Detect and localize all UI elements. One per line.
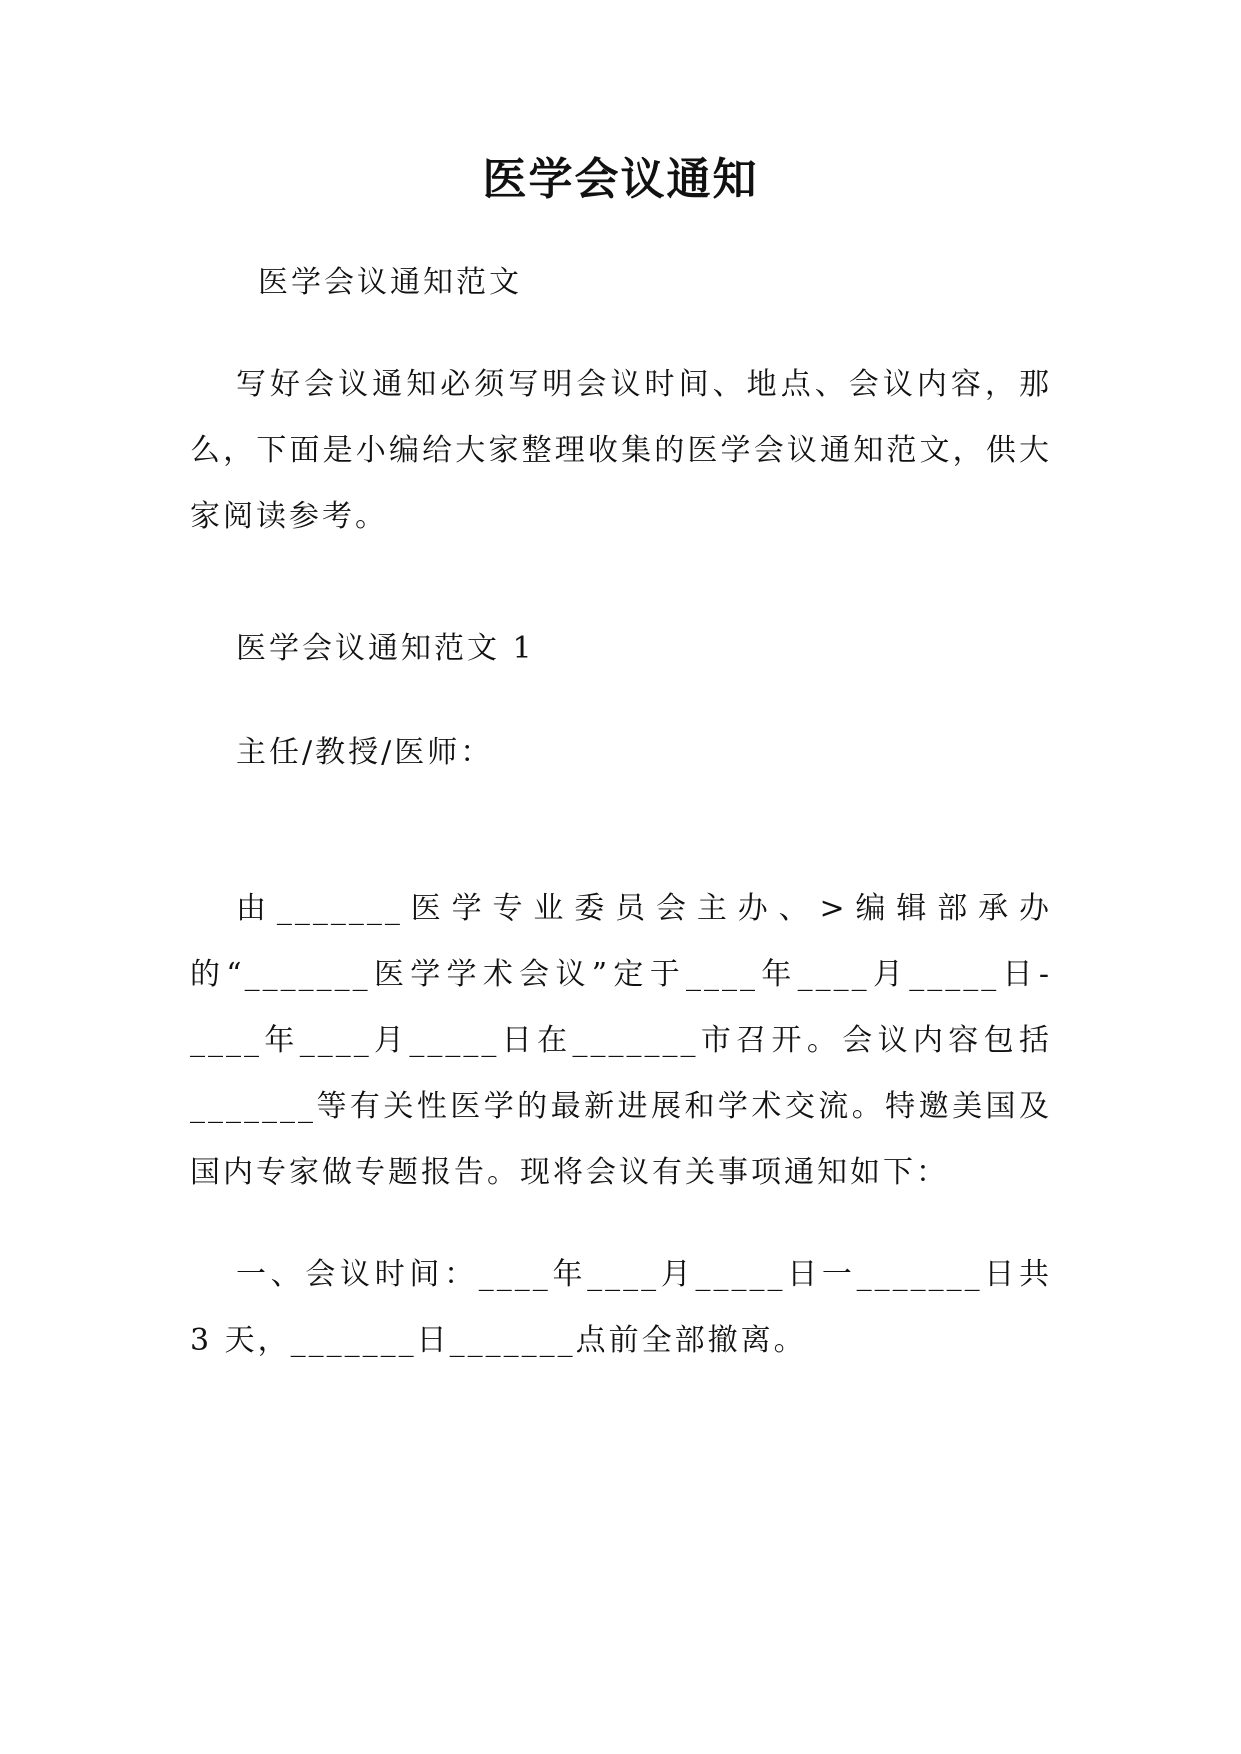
intro-paragraph: 写好会议通知必须写明会议时间、地点、会议内容，那么，下面是小编给大家整理收集的医学会议通知范文，供大家阅读参考。 — [190, 367, 1052, 534]
document-subtitle: 医学会议通知范文 — [258, 265, 522, 300]
section-heading: 医学会议通知范文 1 — [236, 631, 535, 666]
salutation: 主任/教授/医师： — [236, 735, 494, 770]
list-item-meeting-time: 一、会议时间：____年____月_____日一_______日共 3 天，_______日_______点前全部撤离。 — [190, 1257, 1052, 1358]
document-title: 医学会议通知 — [482, 154, 759, 205]
body-paragraph: 由_______医学专业委员会主办、>编辑部承办的“_______医学学术会议”定于____年____月_____日-____年____月_____日在_______市召开。会议内容包括_______等有关性医学的最新进展和学术交流。特邀美国及国内专家做专题报告。现将会议有关事项通知如下： — [190, 891, 1052, 1190]
